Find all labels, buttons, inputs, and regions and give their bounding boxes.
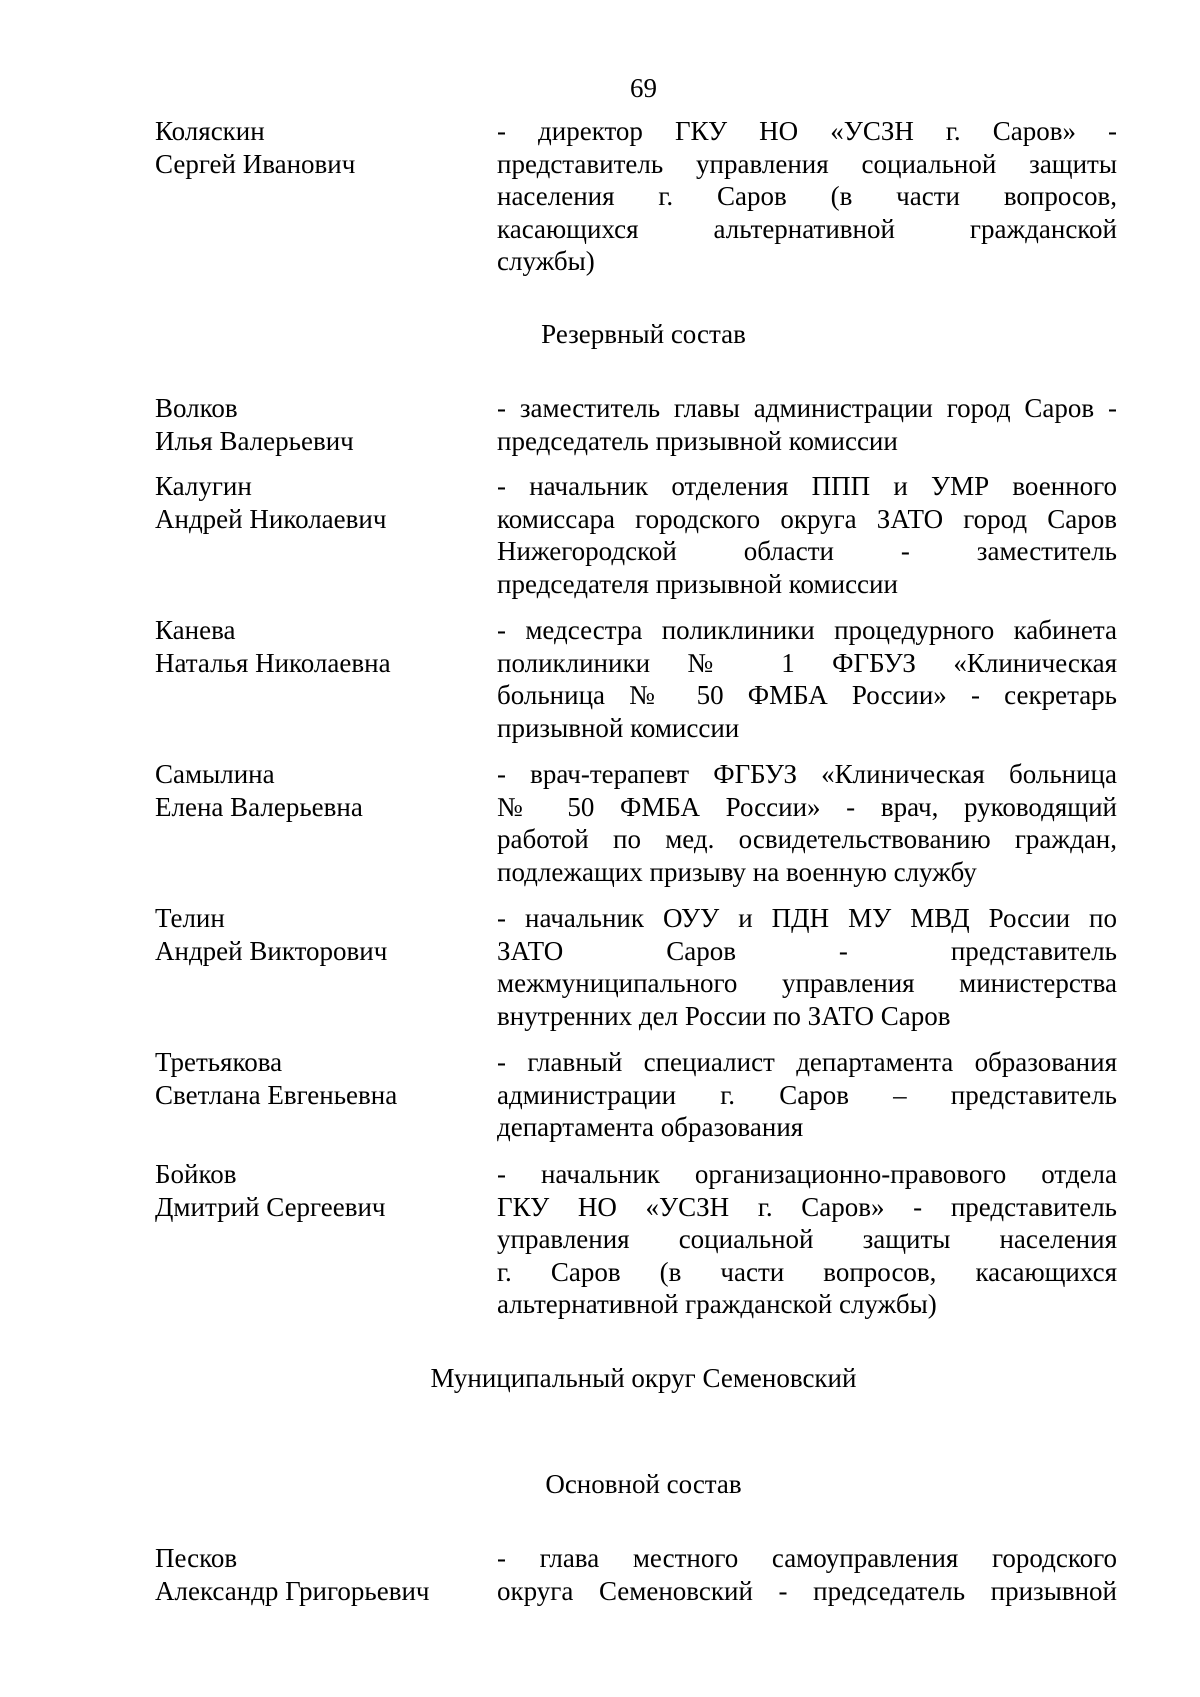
- role-line: - медсестра поликлиники процедурного кабинета: [497, 615, 1117, 645]
- role-line: Нижегородской области - заместитель: [497, 536, 1117, 566]
- role-line: ГКУ НО «УСЗН г. Саров» - представитель: [497, 1191, 1117, 1222]
- member-given-name: Светлана Евгеньевна: [155, 1079, 398, 1110]
- role-line: управления социальной защиты населения: [497, 1224, 1117, 1254]
- role-line: - начальник ОУУ и ПДН МУ МВД России по: [497, 903, 1117, 933]
- member-given-name: Илья Валерьевич: [155, 425, 354, 456]
- member-surname: Бойков: [155, 1159, 237, 1189]
- page-number: 69: [630, 73, 657, 103]
- member-name: [155, 902, 485, 967]
- member-name: [155, 115, 485, 180]
- role-line: представитель управления социальной защиты: [497, 148, 1117, 179]
- member-name: [155, 614, 485, 679]
- role-line: поликлиники № 1 ФГБУЗ «Клиническая: [497, 647, 1117, 678]
- role-line: - глава местного самоуправления городского: [497, 1543, 1117, 1573]
- role-line: населения г. Саров (в части вопросов,: [497, 181, 1117, 211]
- member-name: [155, 1542, 485, 1607]
- role-line: подлежащих призыву на военную службу: [497, 856, 977, 887]
- member-role: [497, 1046, 1117, 1144]
- role-line: администрации г. Саров – представитель: [497, 1079, 1117, 1110]
- member-name: [155, 392, 485, 457]
- role-line: касающихся альтернативной гражданской: [497, 213, 1117, 244]
- member-surname: Телин: [155, 903, 225, 933]
- role-line: межмуниципального управления министерства: [497, 968, 1117, 998]
- member-given-name: Дмитрий Сергеевич: [155, 1191, 386, 1222]
- section-heading-municipal: Муниципальный округ Семеновский: [430, 1363, 857, 1393]
- member-name: [155, 758, 485, 823]
- role-line: - начальник отделения ППП и УМР военного: [497, 471, 1117, 501]
- member-name: [155, 1046, 485, 1111]
- role-line: комиссара городского округа ЗАТО город Саров: [497, 503, 1117, 534]
- member-role: [497, 115, 1117, 278]
- role-line: председателя призывной комиссии: [497, 568, 898, 599]
- role-line: работой по мед. освидетельствованию граждан,: [497, 824, 1117, 854]
- role-line: службы): [497, 246, 595, 276]
- role-line: - директор ГКУ НО «УСЗН г. Саров» -: [497, 116, 1117, 146]
- member-role: [497, 614, 1117, 744]
- member-role: [497, 470, 1117, 600]
- member-surname: Третьякова: [155, 1047, 283, 1077]
- member-name: [155, 470, 485, 535]
- member-given-name: Андрей Николаевич: [155, 503, 387, 534]
- member-given-name: Александр Григорьевич: [155, 1575, 430, 1606]
- role-line: департамента образования: [497, 1112, 804, 1142]
- role-line: - заместитель главы администрации город Саров -: [497, 393, 1117, 423]
- member-role: [497, 392, 1117, 457]
- role-line: № 50 ФМБА России» - врач, руководящий: [497, 791, 1117, 822]
- role-line: ЗАТО Саров - представитель: [497, 935, 1117, 966]
- member-surname: Коляскин: [155, 116, 265, 146]
- role-line: председатель призывной комиссии: [497, 425, 898, 456]
- role-line: - начальник организационно-правового отдела: [497, 1159, 1117, 1189]
- member-given-name: Наталья Николаевна: [155, 647, 391, 678]
- section-heading-reserve: Резервный состав: [541, 319, 746, 349]
- role-line: альтернативной гражданской службы): [497, 1289, 937, 1319]
- member-surname: Волков: [155, 393, 238, 423]
- role-line: внутренних дел России по ЗАТО Саров: [497, 1000, 951, 1031]
- member-given-name: Андрей Викторович: [155, 935, 388, 966]
- role-line: больница № 50 ФМБА России» - секретарь: [497, 680, 1117, 710]
- role-line: - врач-терапевт ФГБУЗ «Клиническая больница: [497, 759, 1117, 789]
- member-surname: Песков: [155, 1543, 238, 1573]
- role-line: округа Семеновский - председатель призывной: [497, 1575, 1117, 1606]
- member-given-name: Сергей Иванович: [155, 148, 356, 179]
- member-surname: Канева: [155, 615, 236, 645]
- member-role: [497, 1158, 1117, 1321]
- member-surname: Калугин: [155, 471, 252, 501]
- member-role: [497, 902, 1117, 1032]
- role-line: г. Саров (в части вопросов, касающихся: [497, 1256, 1117, 1287]
- member-role: [497, 1542, 1117, 1607]
- role-line: призывной комиссии: [497, 712, 740, 743]
- member-surname: Самылина: [155, 759, 275, 789]
- section-heading-main: Основной состав: [545, 1469, 742, 1499]
- role-line: - главный специалист департамента образования: [497, 1047, 1117, 1077]
- member-name: [155, 1158, 485, 1223]
- member-given-name: Елена Валерьевна: [155, 791, 363, 822]
- member-role: [497, 758, 1117, 888]
